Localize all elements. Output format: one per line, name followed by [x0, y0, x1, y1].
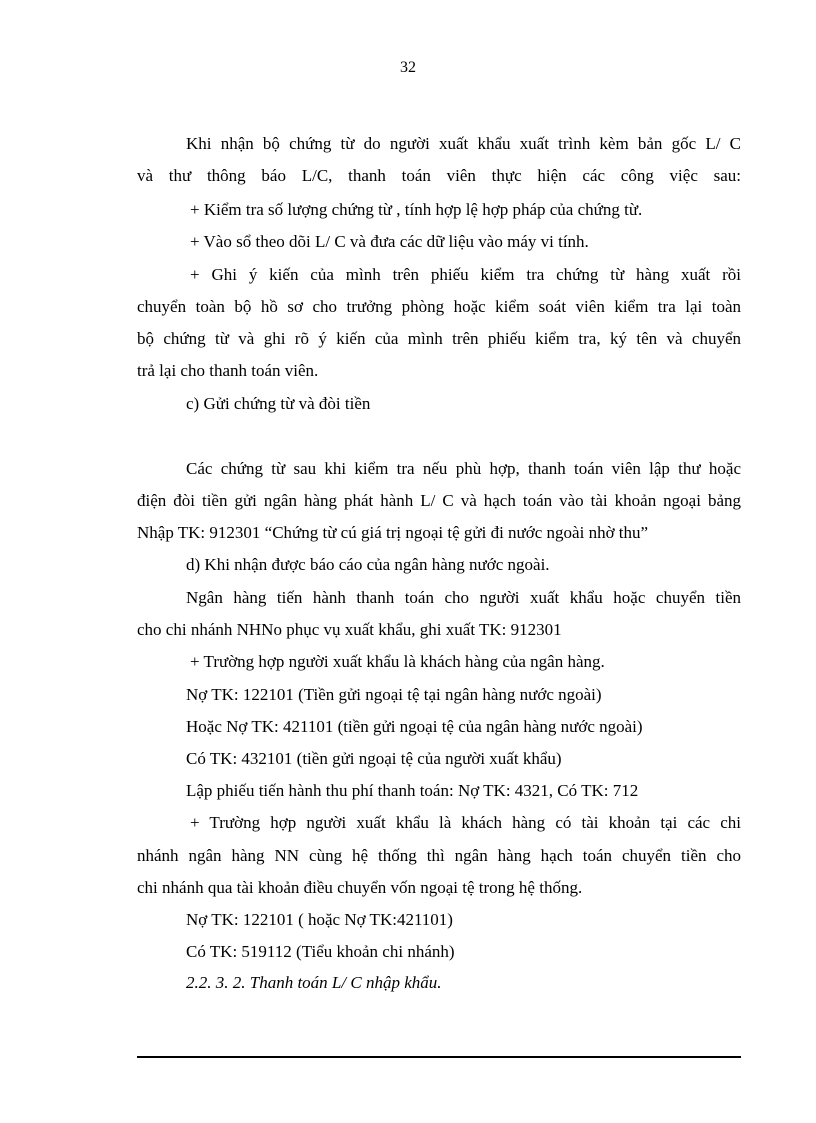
entry-line: Lập phiếu tiến hành thu phí thanh toán: Nợ TK: 4321, Có TK: 712 [186, 781, 639, 800]
list-item: + Kiểm tra số lượng chứng từ , tính hợp lệ hợp pháp của chứng từ. [190, 200, 643, 219]
entry-line: Có TK: 519112 (Tiểu khoản chi nhánh) [186, 942, 455, 961]
paragraph-line: Ngân hàng tiến hành thanh toán cho người xuất khẩu hoặc chuyển tiền [186, 588, 741, 607]
paragraph-line: Các chứng từ sau khi kiểm tra nếu phù hợp, thanh toán viên lập thư hoặc [186, 459, 741, 478]
paragraph-line: nhánh ngân hàng NN cùng hệ thống thì ngân hàng hạch toán chuyển tiền cho [137, 846, 741, 865]
section-heading: c) Gửi chứng từ và đòi tiền [186, 394, 371, 413]
list-item: + Trường hợp người xuất khẩu là khách hàng của ngân hàng. [190, 652, 605, 671]
section-heading: d) Khi nhận được báo cáo của ngân hàng nước ngoài. [186, 555, 550, 574]
footer-rule [137, 1056, 741, 1058]
paragraph-line: trả lại cho thanh toán viên. [137, 361, 319, 380]
entry-line: Nợ TK: 122101 (Tiền gửi ngoại tệ tại ngân hàng nước ngoài) [186, 685, 602, 704]
paragraph-line: cho chi nhánh NHNo phục vụ xuất khẩu, ghi xuất TK: 912301 [137, 620, 562, 639]
list-item: + Vào sổ theo dõi L/ C và đưa các dữ liệu vào máy vi tính. [190, 232, 589, 251]
page-number: 32 [400, 59, 416, 72]
paragraph-line: bộ chứng từ và ghi rõ ý kiến của mình trên phiếu kiểm tra, ký tên và chuyển [137, 329, 741, 348]
paragraph-line: điện đòi tiền gửi ngân hàng phát hành L/ C và hạch toán vào tài khoản ngoại bảng [137, 491, 741, 510]
entry-line: Hoặc Nợ TK: 421101 (tiền gửi ngoại tệ của ngân hàng nước ngoài) [186, 717, 643, 736]
entry-line: Có TK: 432101 (tiền gửi ngoại tệ của người xuất khẩu) [186, 749, 562, 768]
paragraph-line: Nhập TK: 912301 “Chứng từ cú giá trị ngoại tệ gửi đi nước ngoài nhờ thu” [137, 523, 649, 542]
list-item: + Ghi ý kiến của mình trên phiếu kiểm tra chứng từ hàng xuất rồi [190, 265, 741, 284]
paragraph-line: chi nhánh qua tài khoản điều chuyển vốn ngoại tệ trong hệ thống. [137, 878, 583, 897]
paragraph-line: Khi nhận bộ chứng từ do người xuất khẩu xuất trình kèm bản gốc L/ C [186, 134, 741, 153]
list-item: + Trường hợp người xuất khẩu là khách hàng có tài khoản tại các chi [190, 813, 741, 832]
paragraph-line: chuyển toàn bộ hồ sơ cho trưởng phòng hoặc kiểm soát viên kiểm tra lại toàn [137, 297, 741, 316]
paragraph-line: và thư thông báo L/C, thanh toán viên thực hiện các công việc sau: [137, 166, 741, 185]
entry-line: Nợ TK: 122101 ( hoặc Nợ TK:421101) [186, 910, 453, 929]
subsection-heading: 2.2. 3. 2. Thanh toán L/ C nhập khẩu. [186, 973, 442, 992]
